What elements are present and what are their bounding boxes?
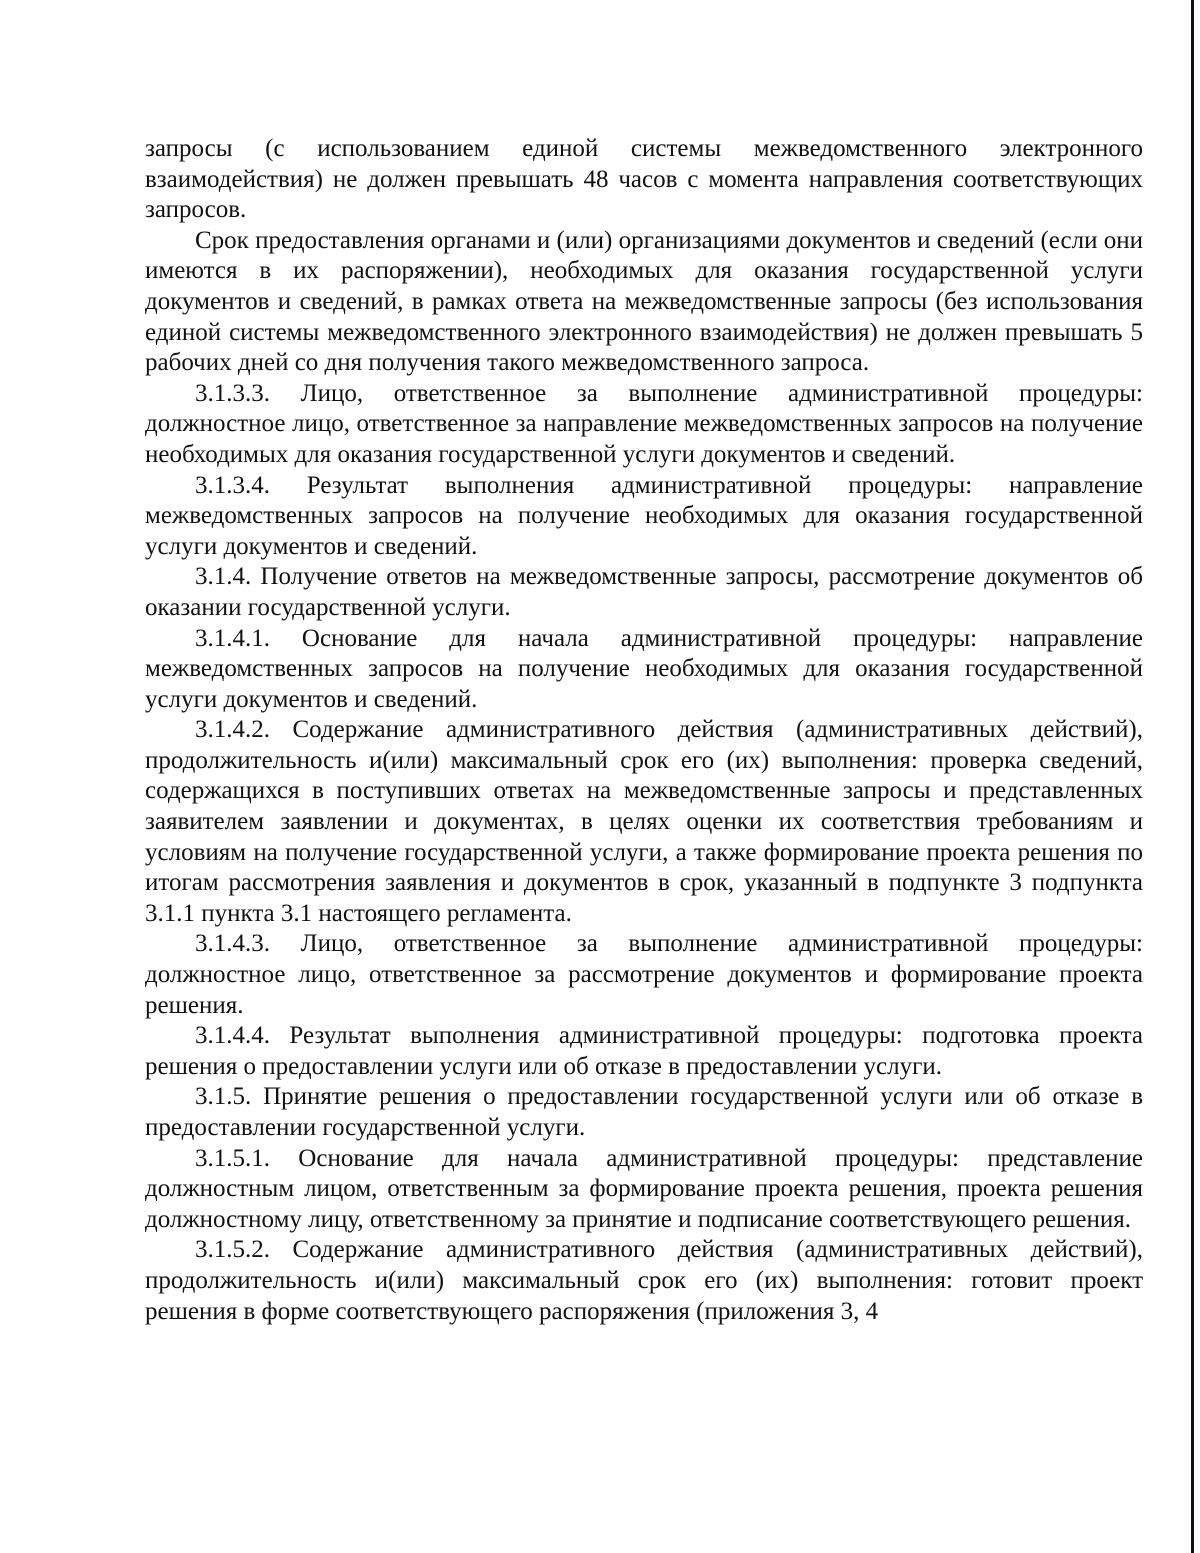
paragraph-3-1-5: 3.1.5. Принятие решения о предоставлении государственной услуги или об отказе в предоставлении государственной услуги. [145, 1083, 1143, 1141]
paragraph-3-1-4-1: 3.1.4.1. Основание для начала административной процедуры: направление межведомственных запросов на получение необходимых для оказания государственной услуги документов и сведений. [145, 624, 1143, 713]
paragraph-3-1-4-3: 3.1.4.3. Лицо, ответственное за выполнение административной процедуры: должностное лицо, ответственное за рассмотрение документов и формирование проекта решения. [145, 930, 1143, 1019]
paragraph-3-1-3-3: 3.1.3.3. Лицо, ответственное за выполнение административной процедуры: должностное лицо, ответственное за направление межведомственных запросов на получение необходимых для оказания государственной услуги документов и сведений. [145, 379, 1143, 468]
paragraph-3-1-3-4: 3.1.3.4. Результат выполнения административной процедуры: направление межведомственных запросов на получение необходимых для оказания государственной услуги документов и сведений. [145, 471, 1143, 560]
scan-edge-line [1191, 0, 1194, 1553]
paragraph-3-1-5-2: 3.1.5.2. Содержание административного действия (административных действий), продолжительность и(или) максимальный срок его (их) выполнения: готовит проект решения в форме соответствующего распоряжения (приложения 3, 4 [145, 1236, 1143, 1325]
paragraph-3-1-4-2: 3.1.4.2. Содержание административного действия (административных действий), продолжительность и(или) максимальный срок его (их) выполнения: проверка сведений, содержащихся в поступивших ответах на межведомственные запросы и представленных заявителем заявлении и документах, в целях оценки их соответствия требованиям и условиям на получение государственной услуги, а также формирование проекта решения по итогам рассмотрения заявления и документов в срок, указанный в подпункте 3 подпункта 3.1.1 пункта 3.1 настоящего регламента. [145, 716, 1143, 927]
document-body [145, 134, 1143, 1327]
paragraph-3-1-4: 3.1.4. Получение ответов на межведомственные запросы, рассмотрение документов об оказании государственной услуги. [145, 563, 1143, 621]
paragraph-3-1-5-1: 3.1.5.1. Основание для начала административной процедуры: представление должностным лицом, ответственным за формирование проекта решения, проекта решения должностному лицу, ответственному за принятие и подписание соответствующего решения. [145, 1144, 1143, 1233]
paragraph-3-1-4-4: 3.1.4.4. Результат выполнения административной процедуры: подготовка проекта решения о предоставлении услуги или об отказе в предоставлении услуги. [145, 1022, 1143, 1080]
paragraph-continuation: запросы (с использованием единой системы межведомственного электронного взаимодействия) не должен превышать 48 часов с момента направления соответствующих запросов. [145, 135, 1143, 224]
paragraph-response-deadline: Срок предоставления органами и (или) организациями документов и сведений (если они имеются в их распоряжении), необходимых для оказания государственной услуги документов и сведений, в рамках ответа на межведомственные запросы (без использования единой системы межведомственного электронного взаимодействия) не должен превышать 5 рабочих дней со дня получения такого межведомственного запроса. [145, 226, 1143, 377]
